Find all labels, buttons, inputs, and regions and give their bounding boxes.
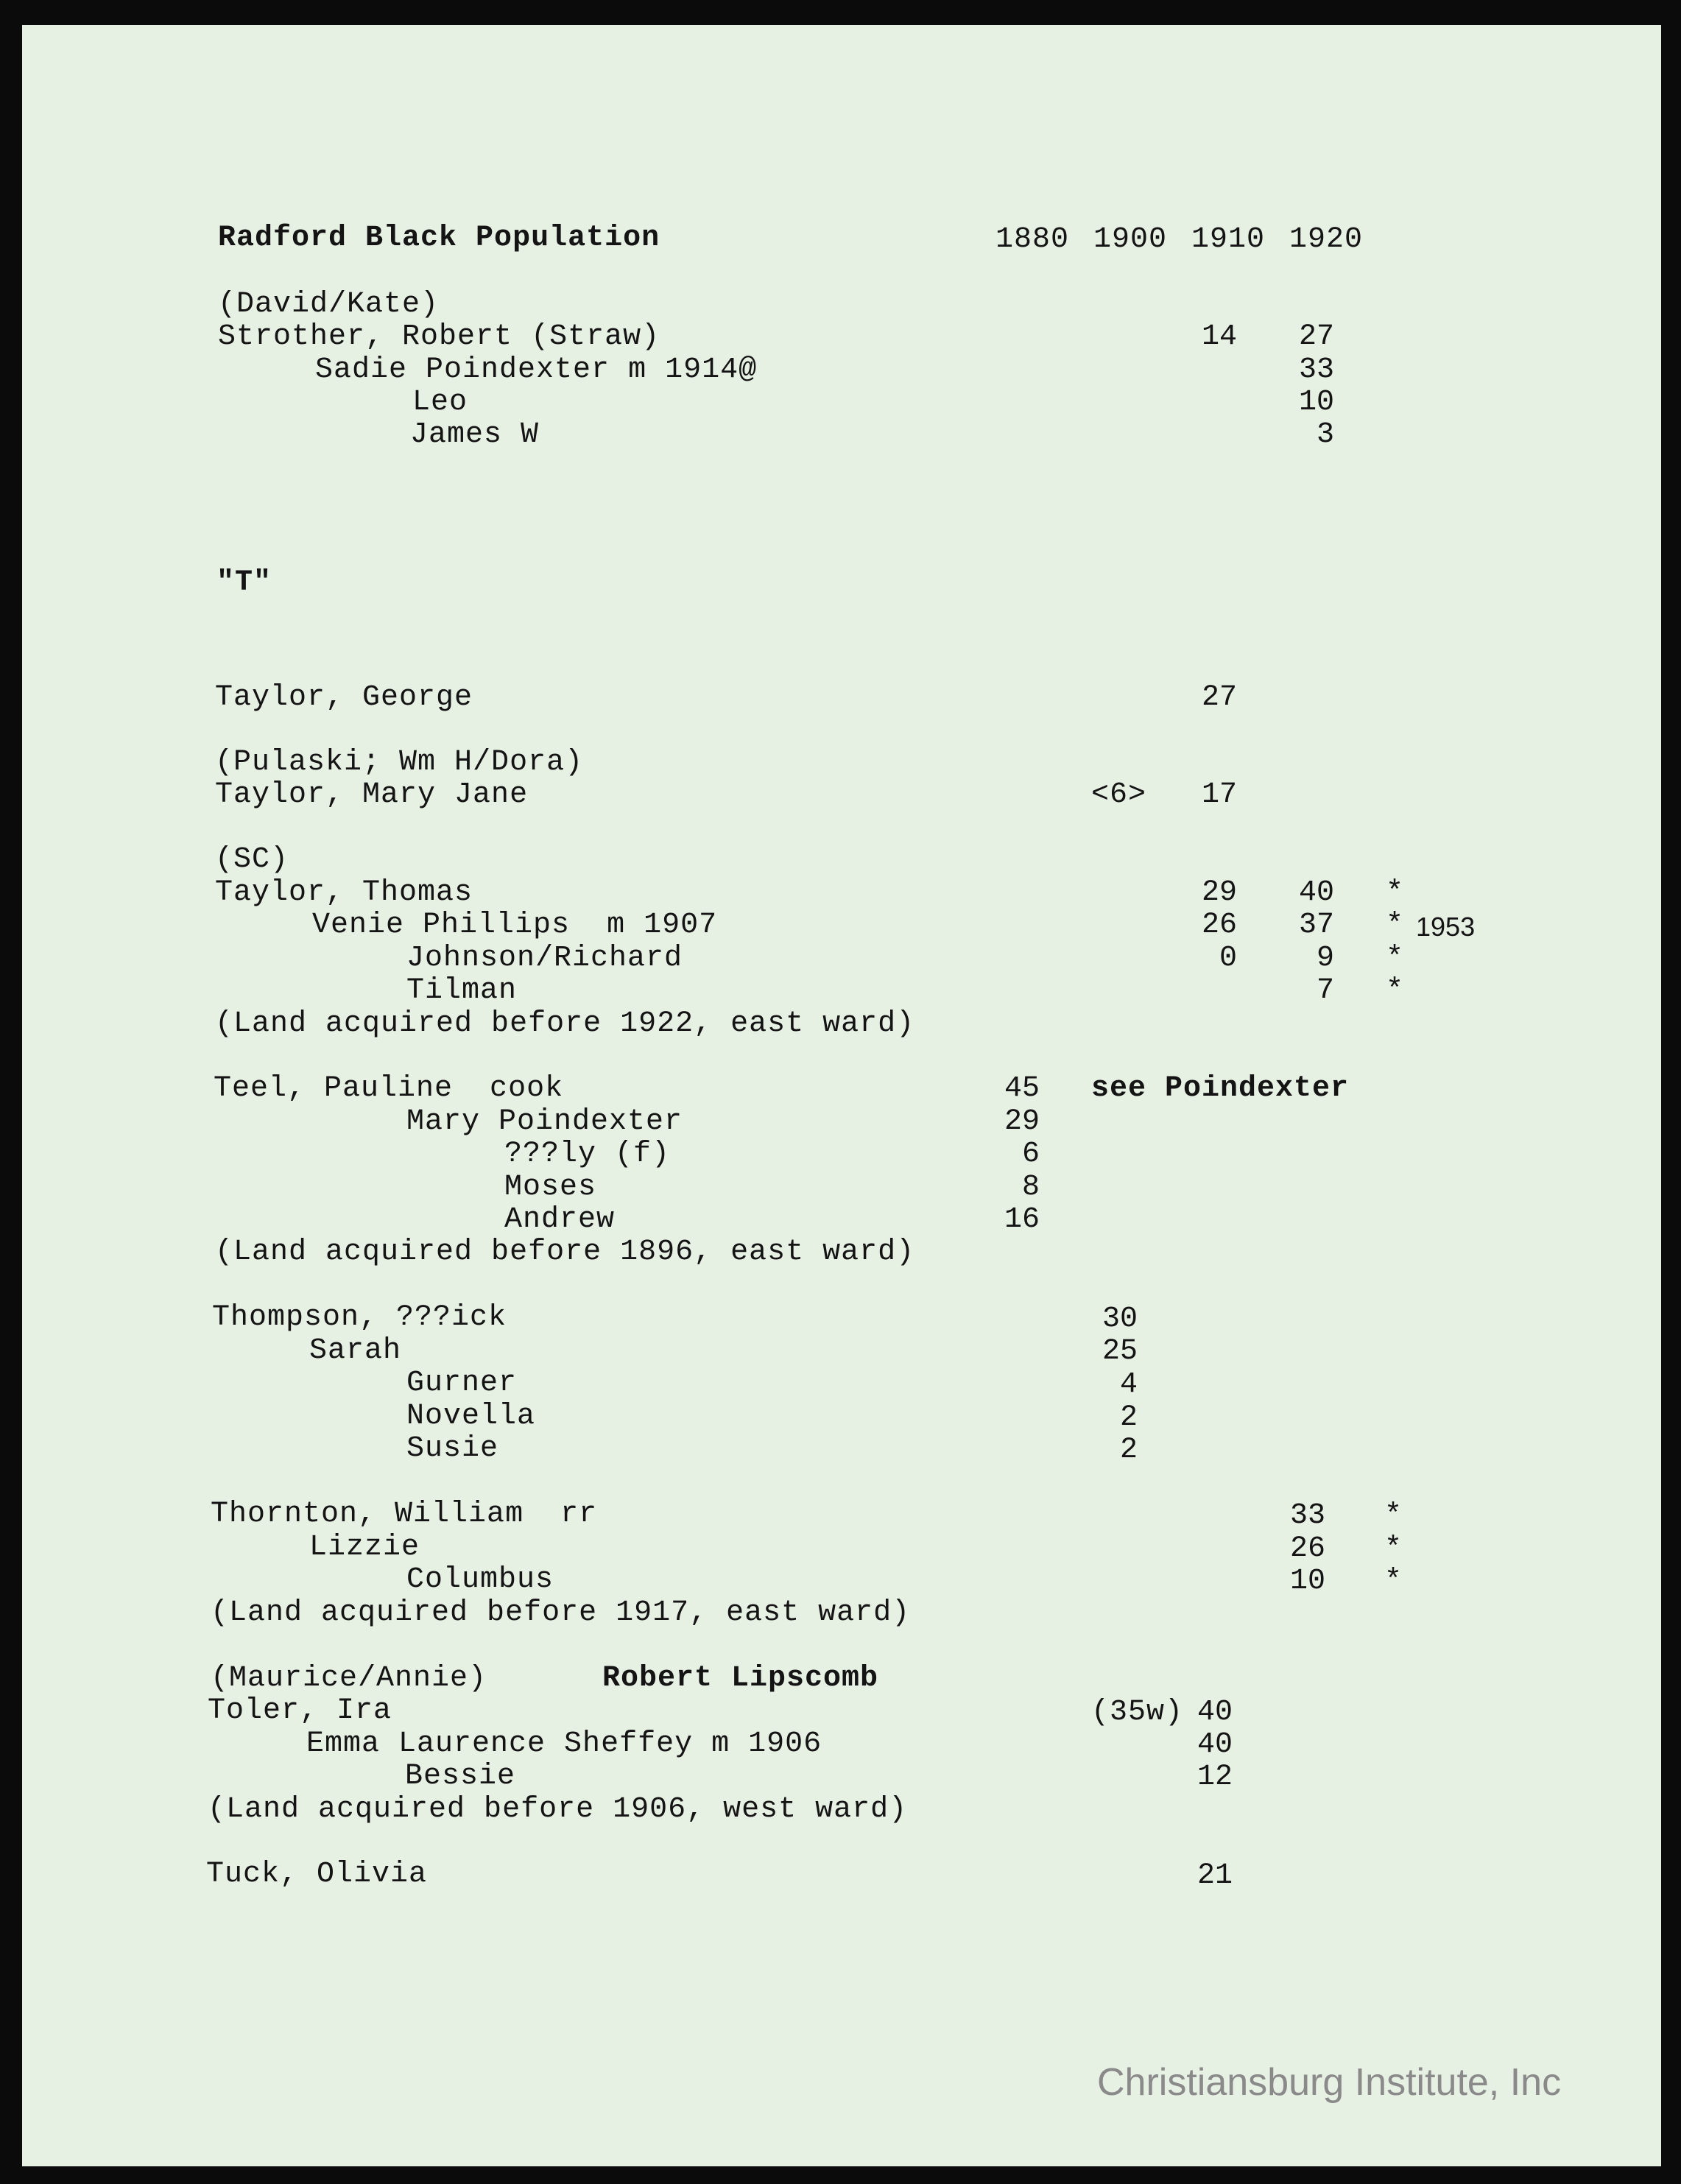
tuck-name: Tuck, Olivia xyxy=(206,1858,428,1891)
thompson-child-1-1900: 4 xyxy=(1119,1368,1138,1401)
section-letter: "T" xyxy=(216,566,272,599)
strother-head: Strother, Robert (Straw) xyxy=(218,320,660,353)
taylor-mary-1900: <6> xyxy=(1091,778,1147,811)
year-1920: 1920 xyxy=(1289,223,1364,256)
taylor-thomas-child1-mark: * xyxy=(1386,942,1405,975)
page-title: Radford Black Population xyxy=(218,222,660,255)
thompson-head-1900: 30 xyxy=(1102,1303,1138,1336)
teel-member-3-1880: 8 xyxy=(1021,1171,1040,1204)
teel-member-1: Mary Poindexter xyxy=(406,1105,683,1138)
toler-spouse-1910: 40 xyxy=(1197,1728,1233,1761)
toler-land: (Land acquired before 1906, west ward) xyxy=(208,1793,908,1826)
taylor-thomas-child2-1920: 7 xyxy=(1316,974,1334,1007)
taylor-thomas-spouse-note: 1953 xyxy=(1416,912,1476,942)
taylor-george-1910: 27 xyxy=(1201,681,1237,714)
teel-member-2: ???ly (f) xyxy=(504,1138,671,1171)
year-1910: 1910 xyxy=(1191,223,1266,256)
strother-parents: (David/Kate) xyxy=(218,288,440,321)
year-1880: 1880 xyxy=(995,223,1070,256)
taylor-thomas-spouse-1910: 26 xyxy=(1201,909,1237,942)
thornton-land: (Land acquired before 1917, east ward) xyxy=(211,1596,911,1630)
thornton-child: Columbus xyxy=(406,1563,554,1596)
strother-child1: Leo xyxy=(412,386,468,419)
taylor-thomas-origin: (SC) xyxy=(215,843,289,876)
teel-member-4-1880: 16 xyxy=(1004,1203,1040,1236)
taylor-thomas-child2-mark: * xyxy=(1386,974,1405,1007)
thornton-head-mark: * xyxy=(1384,1499,1403,1532)
taylor-thomas-child1-1910: 0 xyxy=(1219,942,1237,975)
thompson-child-3: Susie xyxy=(406,1432,499,1465)
taylor-thomas-spouse-1920: 37 xyxy=(1298,909,1334,942)
strother-head-1910: 14 xyxy=(1201,320,1237,353)
teel-see-note: see Poindexter xyxy=(1091,1072,1350,1105)
taylor-thomas-head-1910: 29 xyxy=(1201,876,1237,909)
strother-child2: James W xyxy=(410,418,540,451)
thompson-child-2-1900: 2 xyxy=(1119,1401,1138,1434)
taylor-thomas-child1-1920: 9 xyxy=(1316,942,1334,975)
toler-child-1910: 12 xyxy=(1197,1761,1233,1794)
teel-member-1-1880: 29 xyxy=(1004,1105,1040,1138)
watermark: Christiansburg Institute, Inc xyxy=(1097,2061,1562,2104)
teel-member-3: Moses xyxy=(504,1171,597,1204)
toler-related-name: Robert Lipscomb xyxy=(602,1662,879,1695)
strother-child2-1920: 3 xyxy=(1316,418,1334,451)
taylor-mary-1910: 17 xyxy=(1201,778,1237,811)
teel-head-1880: 45 xyxy=(1004,1072,1040,1105)
year-1900: 1900 xyxy=(1093,223,1168,256)
strother-spouse-1920: 33 xyxy=(1298,353,1334,387)
teel-member-4: Andrew xyxy=(504,1203,616,1236)
toler-head-1910: 40 xyxy=(1197,1696,1233,1729)
taylor-thomas-head: Taylor, Thomas xyxy=(215,876,473,909)
thornton-spouse-mark: * xyxy=(1384,1532,1403,1565)
thompson-child-1: Gurner xyxy=(406,1367,518,1400)
thornton-child-1920: 10 xyxy=(1289,1565,1325,1598)
strother-child1-1920: 10 xyxy=(1298,386,1334,419)
taylor-mary-name: Taylor, Mary Jane xyxy=(215,778,529,811)
taylor-thomas-spouse: Venie Phillips m 1907 xyxy=(312,909,718,942)
toler-head-1900: (35w) xyxy=(1091,1696,1184,1729)
thompson-child-3-1900: 2 xyxy=(1119,1434,1138,1467)
taylor-thomas-head-mark: * xyxy=(1386,876,1405,909)
document-page xyxy=(22,25,1661,2166)
thornton-spouse-1920: 26 xyxy=(1289,1532,1325,1565)
teel-land: (Land acquired before 1896, east ward) xyxy=(215,1236,915,1269)
taylor-mary-parents: (Pulaski; Wm H/Dora) xyxy=(215,746,584,779)
teel-head: Teel, Pauline cook xyxy=(214,1072,564,1105)
strother-head-1920: 27 xyxy=(1298,320,1334,353)
strother-spouse: Sadie Poindexter m 1914@ xyxy=(315,353,758,387)
thompson-child-2: Novella xyxy=(406,1400,536,1433)
toler-spouse: Emma Laurence Sheffey m 1906 xyxy=(306,1727,822,1761)
toler-child: Bessie xyxy=(405,1760,516,1793)
thornton-head-1920: 33 xyxy=(1289,1499,1325,1532)
taylor-thomas-land: (Land acquired before 1922, east ward) xyxy=(215,1007,915,1040)
thompson-head: Thompson, ???ick xyxy=(212,1301,507,1334)
taylor-george-name: Taylor, George xyxy=(215,681,473,714)
thompson-spouse-1900: 25 xyxy=(1102,1335,1138,1368)
thornton-spouse: Lizzie xyxy=(309,1531,420,1564)
taylor-thomas-child1: Johnson/Richard xyxy=(406,942,683,975)
tuck-1910: 21 xyxy=(1197,1859,1233,1892)
taylor-thomas-child2: Tilman xyxy=(406,974,518,1007)
toler-parents: (Maurice/Annie) xyxy=(211,1662,487,1695)
thornton-child-mark: * xyxy=(1384,1565,1403,1598)
thornton-head: Thornton, William rr xyxy=(211,1498,598,1531)
taylor-thomas-head-1920: 40 xyxy=(1298,876,1334,909)
toler-head: Toler, Ira xyxy=(208,1694,392,1727)
thompson-spouse: Sarah xyxy=(309,1334,402,1367)
taylor-thomas-spouse-mark: * xyxy=(1386,909,1405,942)
teel-member-2-1880: 6 xyxy=(1021,1138,1040,1171)
